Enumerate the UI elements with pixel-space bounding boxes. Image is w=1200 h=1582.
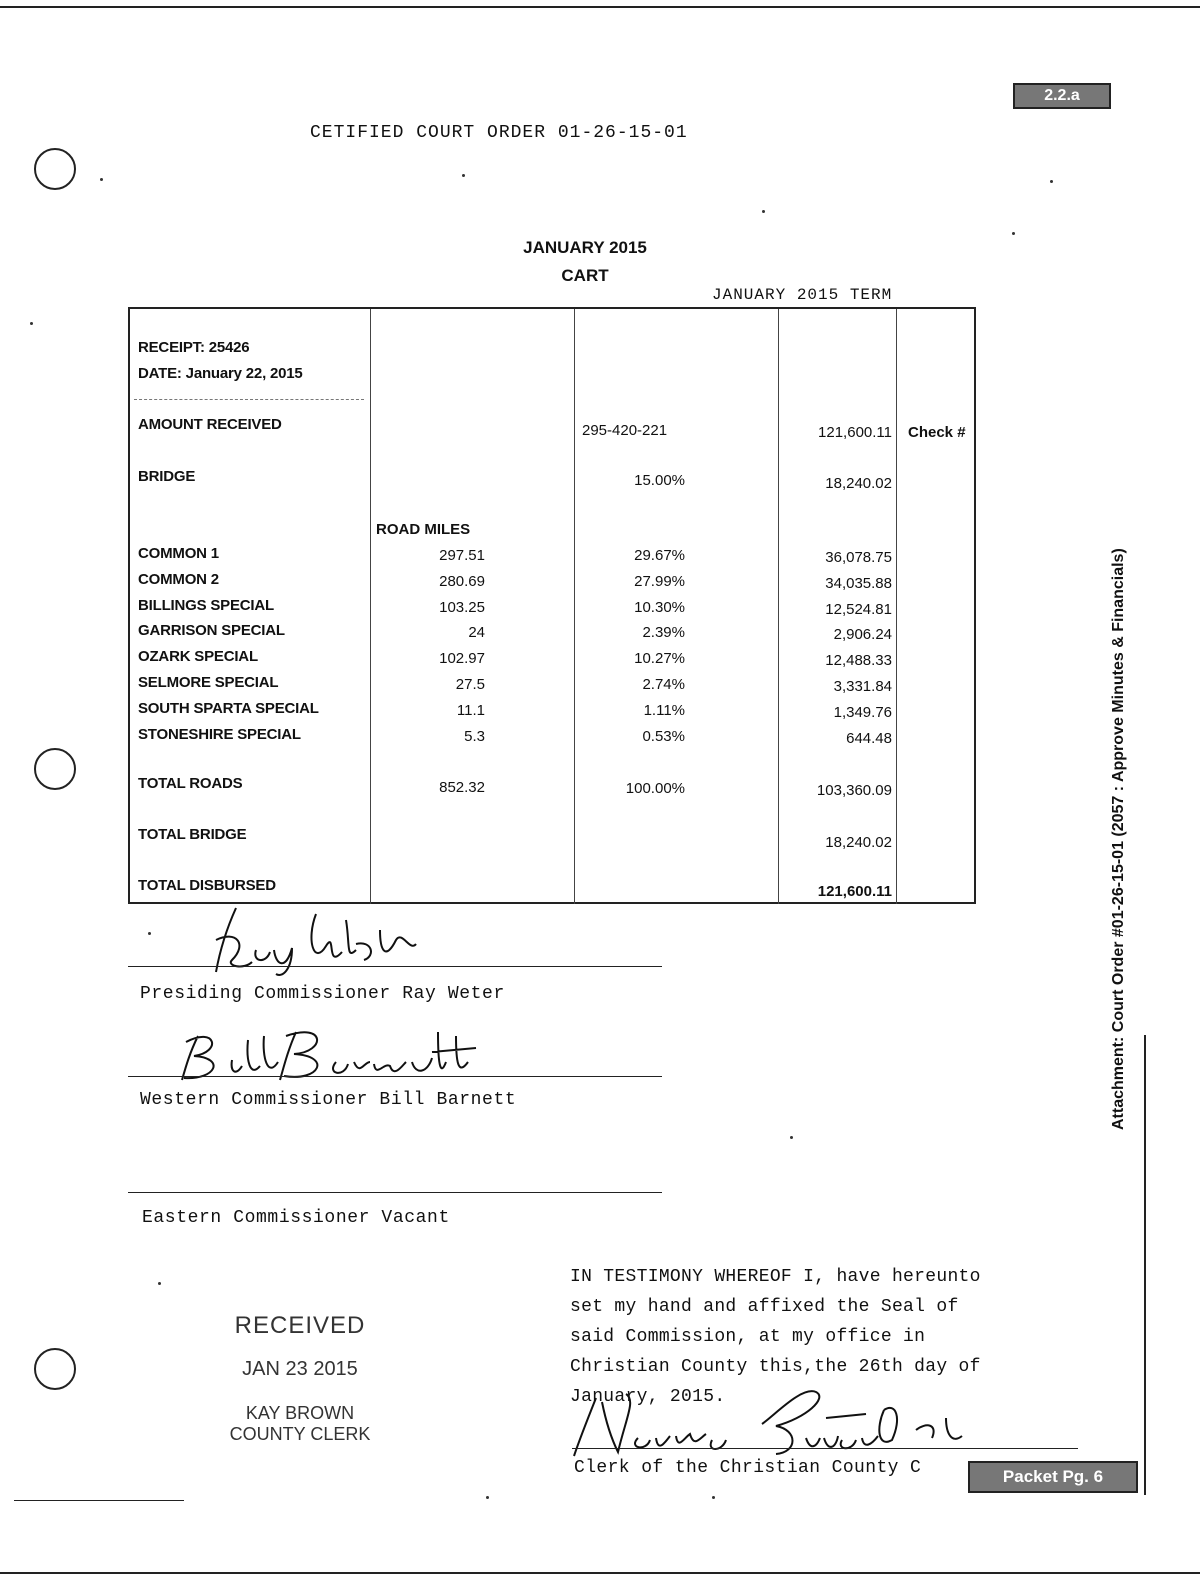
road-miles: 280.69 (439, 572, 485, 590)
term-label: JANUARY 2015 TERM (712, 286, 893, 304)
testimony-line: IN TESTIMONY WHEREOF I, have hereunto (570, 1267, 981, 1287)
amount-received-label: AMOUNT RECEIVED (138, 416, 282, 433)
road-miles: 11.1 (456, 701, 485, 719)
stamp-date: JAN 23 2015 (242, 1358, 358, 1380)
road-name: STONESHIRE SPECIAL (138, 725, 301, 743)
road-amount: 644.48 (846, 729, 892, 747)
road-percent: 10.27% (634, 650, 685, 668)
account-number: 295-420-221 (582, 422, 668, 439)
attachment-badge: 2.2.a (1013, 83, 1111, 109)
signature-bill-barnett (176, 1022, 496, 1084)
amount-received-value: 121,600.11 (818, 424, 892, 441)
road-name: OZARK SPECIAL (138, 648, 258, 666)
road-amount: 3,331.84 (833, 678, 892, 695)
punch-hole-middle (34, 748, 76, 790)
signature-ray-weter (196, 900, 436, 980)
speckle (1012, 232, 1015, 235)
road-name: COMMON 1 (138, 545, 219, 562)
road-amount: 12,488.33 (825, 652, 892, 670)
stamp-clerk-title: COUNTY CLERK (229, 1424, 371, 1444)
road-miles: 103.25 (439, 598, 485, 616)
speckle (762, 210, 765, 213)
speckle (712, 1496, 715, 1499)
testimony-line: January, 2015. (570, 1387, 726, 1407)
total-bridge-label: TOTAL BRIDGE (138, 826, 247, 843)
packet-page-badge: Packet Pg. 6 (968, 1461, 1138, 1493)
side-rule (1144, 1035, 1146, 1495)
receipt-number: RECEIPT: 25426 (138, 339, 250, 356)
road-name: COMMON 2 (138, 570, 219, 588)
bridge-amount: 18,240.02 (825, 475, 892, 492)
road-miles: 102.97 (439, 650, 485, 668)
punch-hole-bottom (34, 1348, 76, 1390)
speckle (790, 1136, 793, 1139)
road-miles: 297.51 (439, 547, 485, 564)
ledger-table (128, 307, 976, 904)
total-roads-percent: 100.00% (625, 780, 685, 797)
stamp-clerk-name: KAY BROWN (245, 1403, 355, 1423)
road-miles: 5.3 (464, 727, 485, 745)
road-percent: 0.53% (642, 727, 685, 745)
signature-line-western (128, 1076, 662, 1077)
bridge-label: BRIDGE (138, 468, 196, 485)
speckle (462, 174, 465, 177)
signature-line-eastern (128, 1192, 662, 1193)
total-disbursed-label: TOTAL DISBURSED (138, 877, 276, 894)
testimony-line: set my hand and affixed the Seal of (570, 1297, 959, 1317)
bridge-percent: 15.00% (634, 472, 685, 489)
speckle (148, 932, 151, 935)
row-rule (134, 399, 364, 400)
road-miles-header: ROAD MILES (376, 521, 471, 538)
receipt-date: DATE: January 22, 2015 (138, 365, 303, 382)
presiding-commissioner-label: Presiding Commissioner Ray Weter (140, 984, 505, 1004)
total-disbursed-amount: 121,600.11 (817, 883, 892, 900)
column-divider (778, 309, 779, 904)
total-roads-amount: 103,360.09 (816, 782, 892, 799)
road-name: GARRISON SPECIAL (138, 622, 285, 640)
attachment-side-label: Attachment: Court Order #01-26-15-01 (2057 : Approve Minutes & Financials) (1110, 548, 1127, 1130)
total-roads-miles: 852.32 (439, 779, 485, 796)
road-amount: 12,524.81 (825, 600, 892, 618)
road-percent: 29.67% (634, 547, 685, 564)
stamp-received: RECEIVED (234, 1312, 366, 1339)
road-percent: 2.74% (642, 676, 685, 693)
clerk-label: Clerk of the Christian County C (574, 1458, 922, 1478)
signature-line-presiding (128, 966, 662, 967)
order-title: CETIFIED COURT ORDER 01-26-15-01 (310, 123, 688, 143)
speckle (30, 322, 33, 325)
road-percent: 1.11% (643, 701, 685, 719)
footer-short-rule (14, 1500, 184, 1501)
road-miles: 24 (468, 624, 485, 642)
eastern-commissioner-label: Eastern Commissioner Vacant (142, 1208, 450, 1228)
road-name: BILLINGS SPECIAL (138, 596, 274, 614)
speckle (486, 1496, 489, 1499)
road-amount: 36,078.75 (825, 549, 892, 566)
road-percent: 27.99% (634, 572, 685, 590)
bottom-border-rule (0, 1572, 1200, 1574)
speckle (1050, 180, 1053, 183)
received-stamp (190, 1312, 410, 1445)
heading-month: JANUARY 2015 (523, 238, 647, 257)
punch-hole-top (34, 148, 76, 190)
speckle (158, 1282, 161, 1285)
column-divider (896, 309, 897, 904)
total-bridge-amount: 18,240.02 (825, 834, 892, 851)
road-name: SOUTH SPARTA SPECIAL (138, 699, 319, 717)
heading-cart: CART (561, 266, 609, 285)
road-amount: 2,906.24 (833, 626, 892, 644)
check-number-label: Check # (908, 424, 966, 441)
road-percent: 2.39% (642, 624, 685, 642)
road-amount: 34,035.88 (825, 574, 892, 592)
road-name: SELMORE SPECIAL (138, 674, 279, 691)
total-roads-label: TOTAL ROADS (138, 775, 243, 792)
road-amount: 1,349.76 (833, 703, 892, 721)
speckle (100, 178, 103, 181)
road-percent: 10.30% (634, 598, 685, 616)
testimony-line: Christian County this,the 26th day of (570, 1357, 981, 1377)
top-border-rule (0, 6, 1200, 8)
road-miles: 27.5 (455, 676, 485, 693)
western-commissioner-label: Western Commissioner Bill Barnett (140, 1090, 517, 1110)
testimony-line: said Commission, at my office in (570, 1327, 926, 1347)
signature-line-clerk (572, 1448, 1078, 1449)
